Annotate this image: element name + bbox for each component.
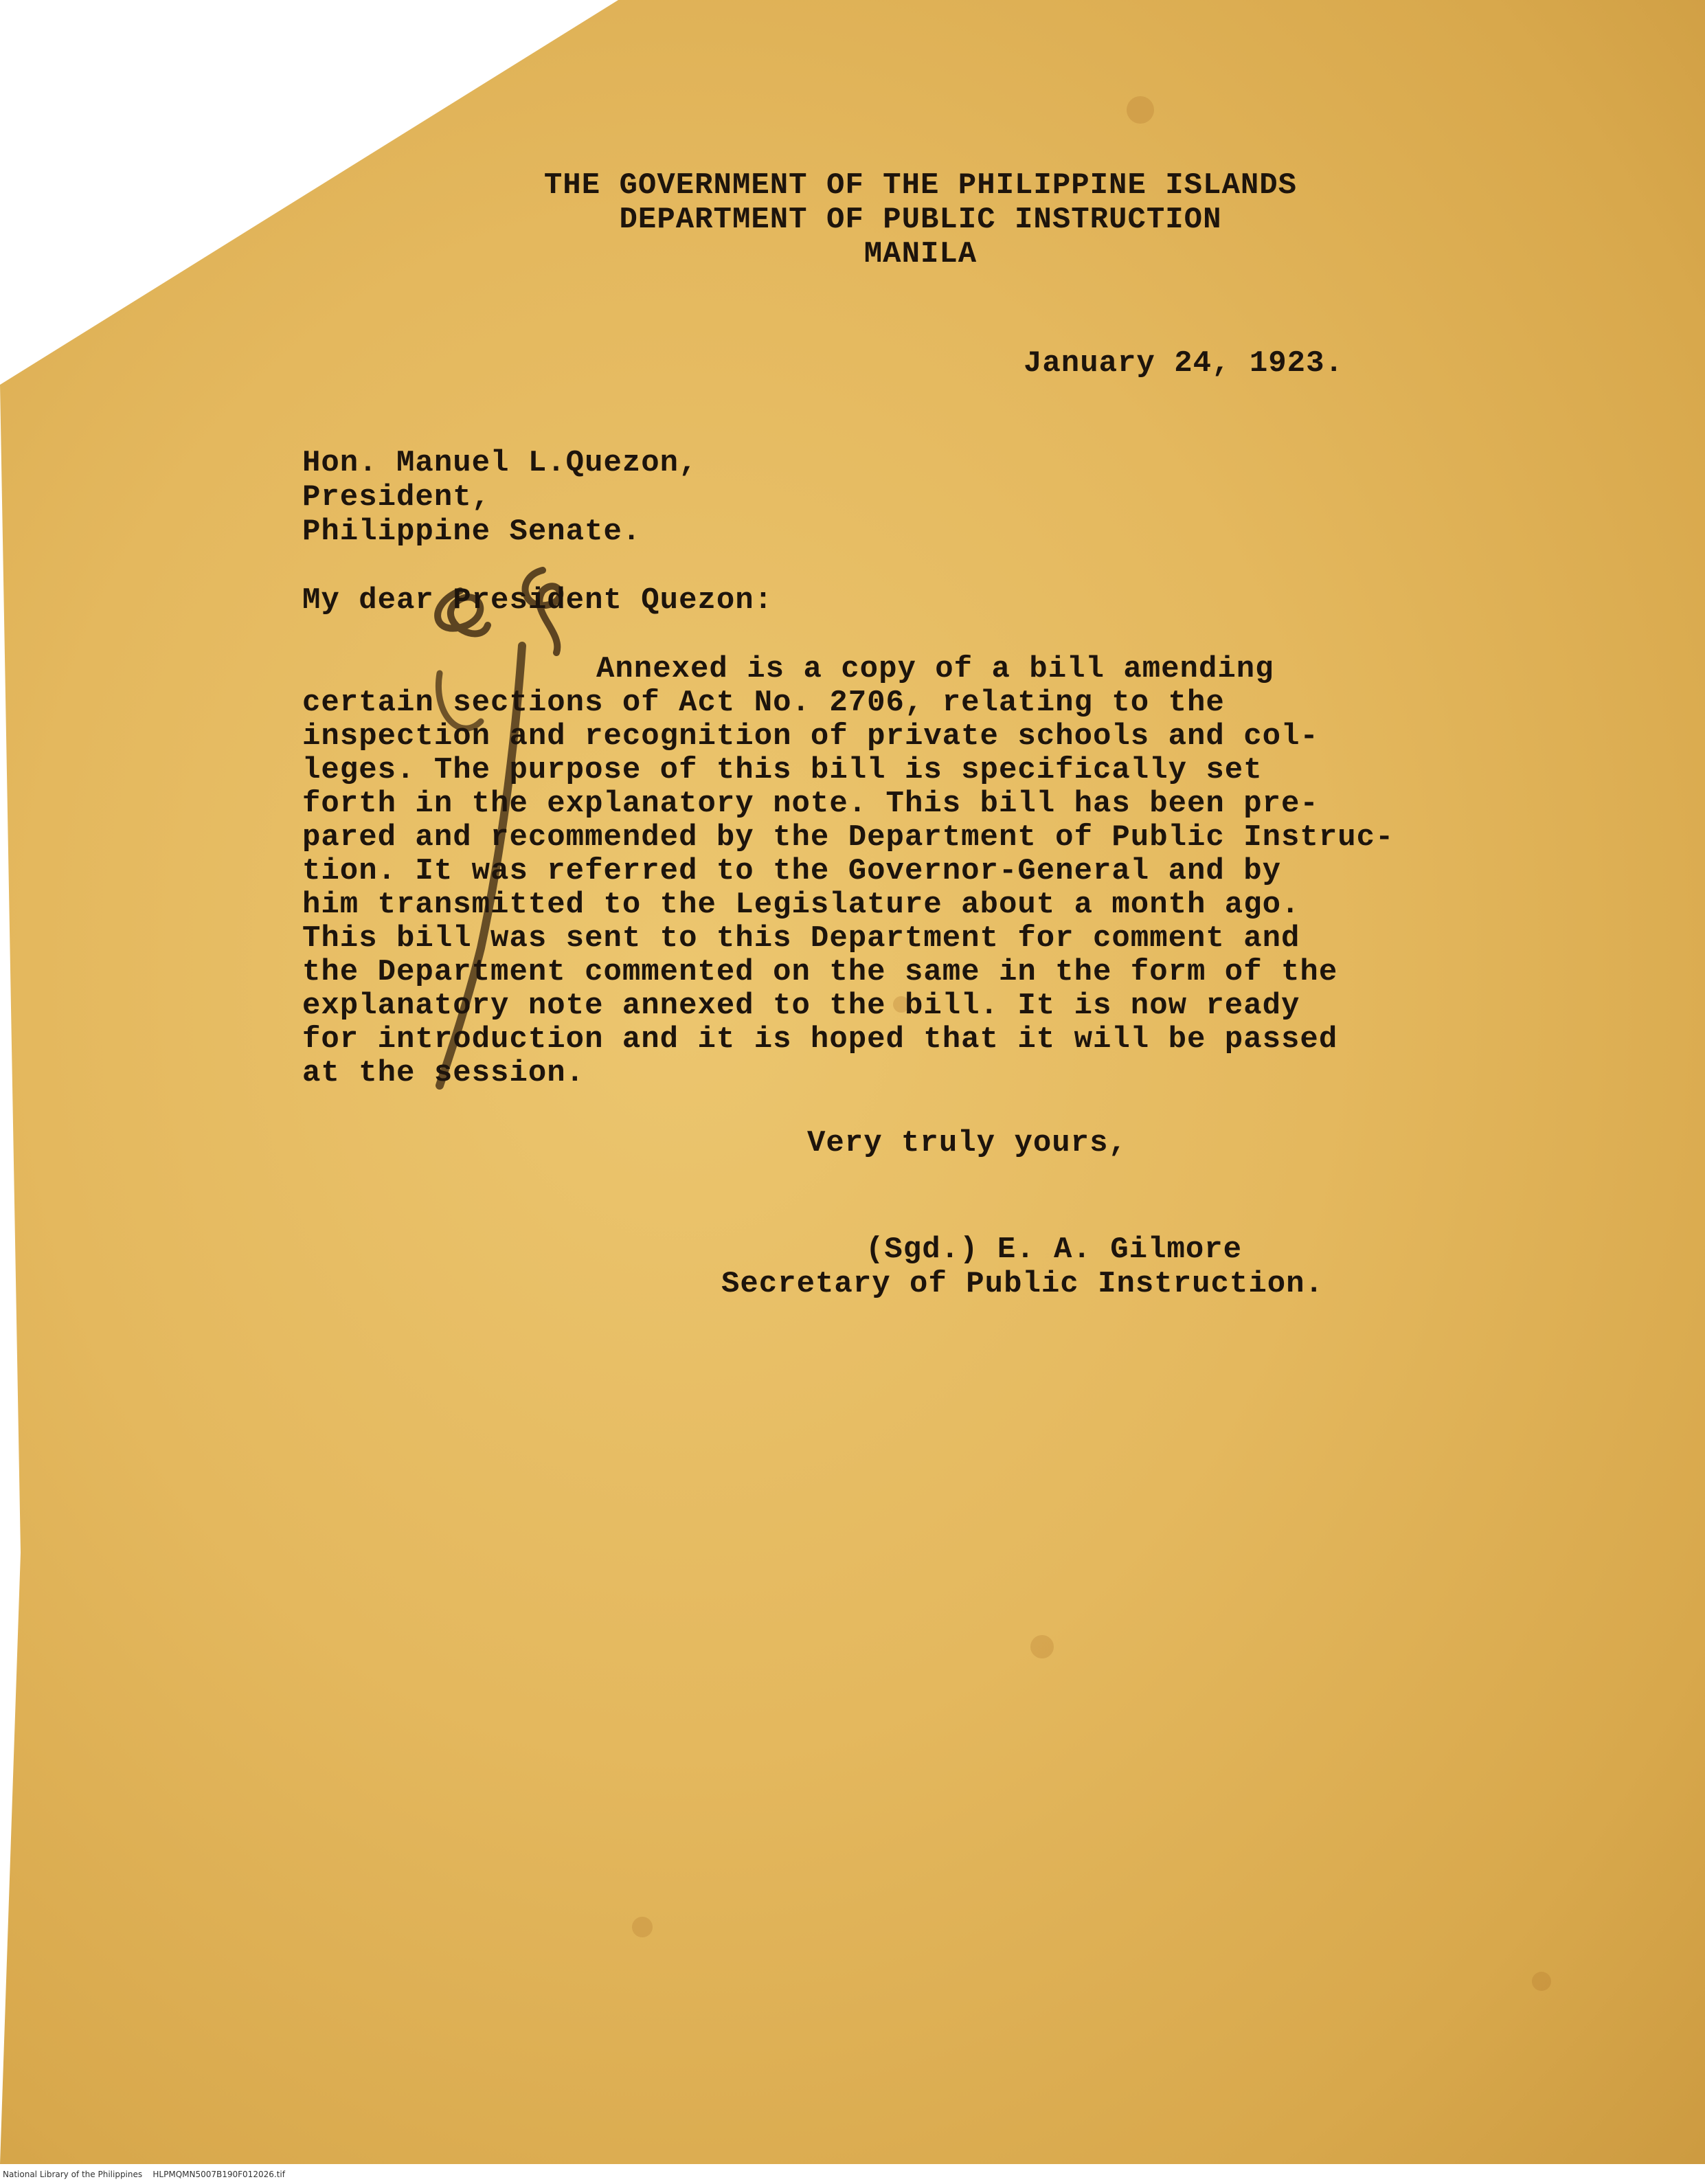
body-line: certain sections of Act No. 2706, relating to the: [302, 686, 1225, 720]
letterhead-line-1: THE GOVERNMENT OF THE PHILIPPINE ISLANDS: [543, 168, 1298, 203]
paper-stain: [1532, 1972, 1551, 1991]
body-line: leges. The purpose of this bill is specifically set: [302, 753, 1263, 787]
body-line: Annexed is a copy of a bill amending: [596, 652, 1274, 686]
addressee-body: Philippine Senate.: [302, 515, 642, 549]
letter-date: January 24, 1923.: [1024, 346, 1344, 381]
paper-stain: [1030, 1635, 1054, 1658]
body-line: tion. It was referred to the Governor-General and by: [302, 854, 1282, 888]
scan-footer-text: National Library of the Philippines HLPMQMN5007B190F012026.tif: [3, 2170, 285, 2179]
body-line: This bill was sent to this Department for comment and: [302, 921, 1300, 956]
paper-stain: [1127, 96, 1154, 124]
letterhead-line-3: MANILA: [863, 237, 978, 271]
addressee-title: President,: [302, 480, 491, 515]
paper-stain: [632, 1917, 653, 1937]
addressee-name: Hon. Manuel L.Quezon,: [302, 446, 698, 480]
body-line: him transmitted to the Legislature about a month ago.: [302, 888, 1300, 922]
body-line: explanatory note annexed to the bill. It is now ready: [302, 989, 1300, 1023]
closing: Very truly yours,: [807, 1126, 1127, 1160]
letterhead-line-2: DEPARTMENT OF PUBLIC INSTRUCTION: [619, 203, 1222, 237]
body-line: for introduction and it is hoped that it will be passed: [302, 1022, 1338, 1057]
signature-name: (Sgd.) E. A. Gilmore: [866, 1232, 1243, 1267]
body-line: the Department commented on the same in the form of the: [302, 955, 1338, 989]
salutation: My dear President Quezon:: [302, 583, 774, 618]
body-line: forth in the explanatory note. This bill has been pre-: [302, 787, 1319, 821]
body-line: pared and recommended by the Department of Public Instruc-: [302, 820, 1395, 855]
body-line: at the session.: [302, 1056, 585, 1090]
signature-title: Secretary of Public Instruction.: [721, 1267, 1324, 1301]
body-line: inspection and recognition of private schools and col-: [302, 719, 1319, 754]
